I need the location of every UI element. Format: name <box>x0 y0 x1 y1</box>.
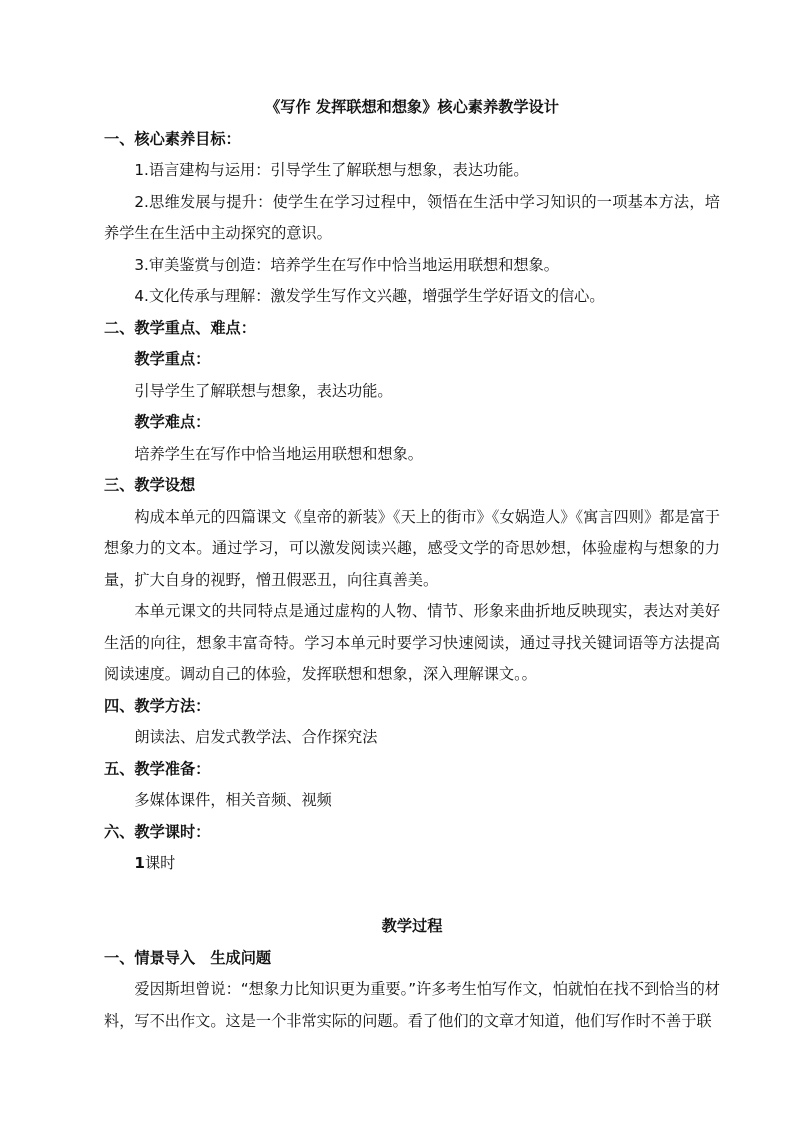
preparation-text: 多媒体课件，相关音频、视频 <box>134 791 332 809</box>
goal-item-4: 4.文化传承与理解：激发学生写作文兴趣，增强学生学好语文的信心。 <box>134 287 605 305</box>
section-heading-concept: 三、教学设想 <box>104 476 196 494</box>
methods-text: 朗读法、启发式教学法、合作探究法 <box>134 728 378 746</box>
goal-item-2: 2.思维发展与提升：使学生在学习过程中，领悟在生活中学习知识的一项基本方法，培养学生在生活中主动探究的意识。 <box>104 192 720 242</box>
key-point-label: 教学重点： <box>134 350 211 368</box>
periods-number: 1 <box>134 854 145 872</box>
concept-paragraph-1: 构成本单元的四篇课文《皇帝的新装》《天上的街市》《女娲造人》《寓言四则》都是富于想象力的文本。通过学习，可以激发阅读兴趣，感受文学的奇思妙想，体验虚构与想象的力量，扩大自身的视野，憎丑假恶丑，向往真善美。 <box>104 507 720 589</box>
section-heading-goals: 一、核心素养目标： <box>104 129 241 148</box>
process-title: 教学过程 <box>381 917 443 935</box>
section-heading-periods: 六、教学课时： <box>104 822 211 841</box>
difficulty-text: 培养学生在写作中恰当地运用联想和想象。 <box>134 444 423 463</box>
periods-text <box>104 848 720 880</box>
concept-paragraph-2: 本单元课文的共同特点是通过虚构的人物、情节、形象来曲折地反映现实，表达对美好生活的向往，想象丰富奇特。学习本单元时要学习快速阅读，通过寻找关键词语等方法提高阅读速度。调动自己的体验，发挥联想和想象，深入理解课文。。 <box>104 602 720 683</box>
process-step-1-heading: 一、情景导入 生成问题 <box>104 948 272 967</box>
document-page <box>104 92 720 1037</box>
difficulty-label: 教学难点： <box>134 413 211 431</box>
section-heading-methods: 四、教学方法： <box>104 696 211 715</box>
section-heading-key-points: 二、教学重点、难点： <box>104 318 256 337</box>
key-point-text: 引导学生了解联想与想象，表达功能。 <box>134 381 393 400</box>
goal-item-1: 1.语言建构与运用：引导学生了解联想与想象，表达功能。 <box>134 161 529 179</box>
periods-unit: 课时 <box>144 854 176 872</box>
section-heading-preparation: 五、教学准备： <box>104 759 211 778</box>
goal-item-3: 3.审美鉴赏与创造：培养学生在写作中恰当地运用联想和想象。 <box>134 255 559 274</box>
document-title: 《写作 发挥联想和想象》核心素养教学设计 <box>265 98 559 116</box>
process-paragraph: 爱因斯坦曾说：“想象力比知识更为重要。”许多考生怕写作文，怕就怕在找不到恰当的材料，写不出作文。这是一个非常实际的问题。看了他们的文章才知道，他们写作时不善于联 <box>104 980 720 1030</box>
